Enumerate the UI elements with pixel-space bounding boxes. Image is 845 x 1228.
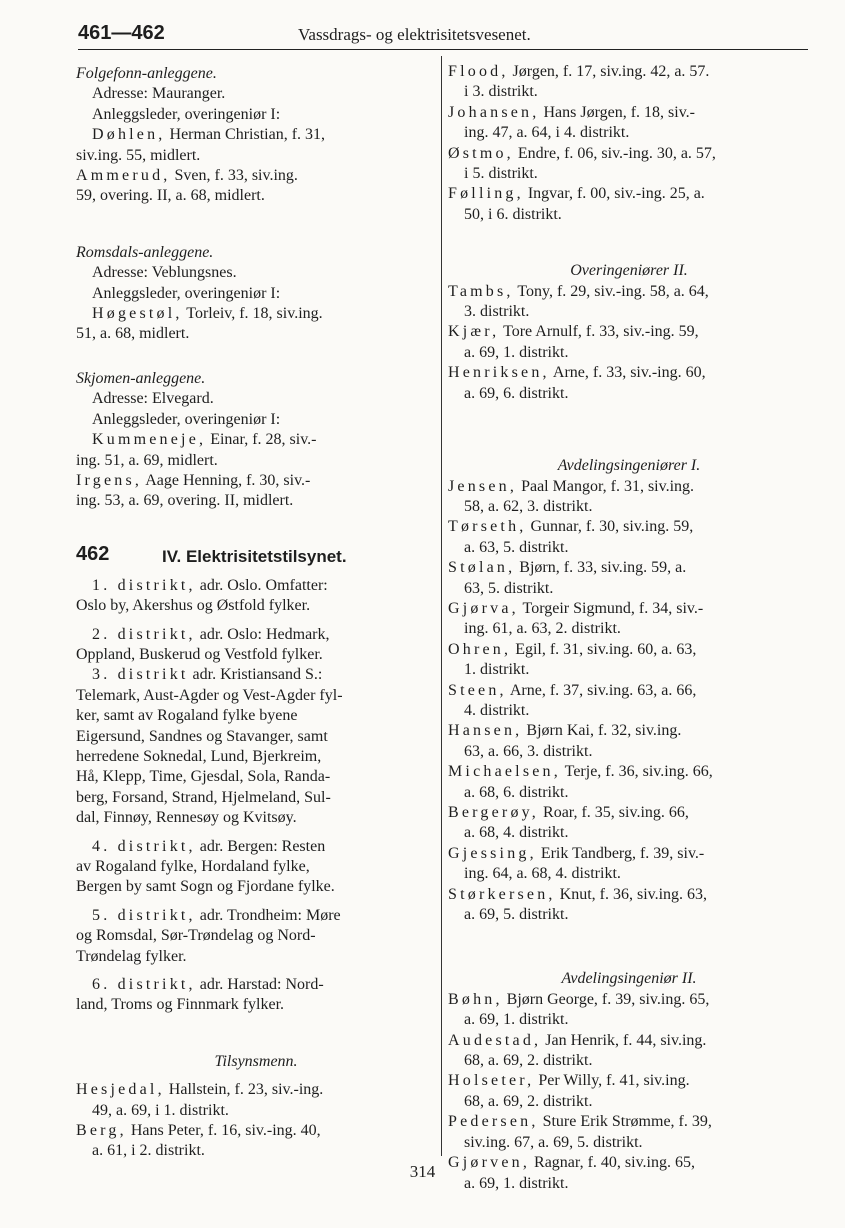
entry-cont: a. 69, 1. distrikt. (464, 343, 569, 361)
entry (448, 721, 810, 741)
entry-name: Høgestøl, (92, 305, 183, 323)
page-footer-number: 314 (409, 1162, 436, 1181)
section-title: Romsdals-anleggene. (76, 243, 214, 261)
entry-name: Henriksen, (448, 364, 550, 382)
header-title: Vassdrags- og elektrisitetsvesenet. (298, 25, 531, 44)
district-text: Oppland, Buskerud og Vestfold fylker. (76, 645, 323, 663)
page-header (78, 20, 806, 50)
entry-name: Flood, (448, 63, 509, 80)
section-overing1-cont (448, 62, 810, 225)
section-skjomen (76, 369, 436, 512)
column-divider (441, 56, 442, 1156)
entry-cont: ing. 64, a. 68, 4. distrikt. (464, 865, 621, 883)
district-text: av Rogaland fylke, Hordaland fylke, (76, 858, 310, 875)
section-tilsynsmenn (76, 1052, 436, 1162)
header-rule (78, 49, 808, 50)
entry (76, 166, 436, 186)
entry-cont: 50, i 6. distrikt. (464, 205, 562, 223)
entry-text: Jørgen, f. 17, siv.ing. 42, a. 57. (508, 63, 710, 80)
section-title: Folgefonn-anleggene. (76, 65, 217, 82)
district-5 (76, 906, 436, 967)
entry-cont: a. 68, 6. distrikt. (464, 783, 569, 801)
entry-text: Hans Peter, f. 16, siv.-ing. 40, (126, 1122, 321, 1140)
left-column (76, 64, 436, 1162)
entry (448, 1071, 810, 1091)
district-text: Oslo by, Akershus og Østfold fylker. (76, 597, 311, 615)
entry-cont: 4. distrikt. (464, 701, 530, 719)
district-text: Bergen by samt Sogn og Fjordane fylke. (76, 878, 335, 896)
district-head: 2. distrikt, (92, 625, 196, 643)
district-text: Hå, Klepp, Time, Gjesdal, Sola, Randa- (76, 768, 331, 786)
entry-name: Pedersen, (448, 1113, 539, 1131)
entry-text: Roar, f. 35, siv.ing. 66, (539, 804, 689, 821)
district-text: adr. Kristiansand S.: (188, 666, 323, 684)
entry-name: Jensen, (448, 477, 518, 495)
entry-name: Gjørva, (448, 599, 519, 617)
entry-text: Herman Christian, f. 31, (165, 126, 326, 144)
entry-text: Sven, f. 33, siv.ing. (170, 167, 298, 185)
section-folgefonn (76, 64, 436, 207)
entry-name: Tørseth, (448, 518, 527, 536)
entry (76, 304, 436, 324)
entry (448, 62, 810, 82)
entry-text: Einar, f. 28, siv.- (206, 431, 317, 449)
entry-cont: 3. distrikt. (464, 303, 530, 321)
section-avdelingsingeniorer-1 (448, 456, 810, 925)
entry (448, 363, 810, 383)
section-title: Overingeniører II. (570, 262, 688, 280)
entry (448, 844, 810, 864)
entry-cont: a. 63, 5. distrikt. (464, 538, 569, 556)
entry-text: Knut, f. 36, siv.ing. 63, (555, 885, 708, 903)
entry-text: Arne, f. 33, siv.-ing. 60, (549, 364, 706, 382)
entry-text: Endre, f. 06, siv.-ing. 30, a. 57, (513, 144, 716, 162)
district-text: berg, Forsand, Strand, Hjelmeland, Sul- (76, 788, 331, 806)
section-number: 462 (76, 542, 110, 565)
entry-cont: 59, overing. II, a. 68, midlert. (76, 187, 265, 205)
entry-cont: a. 61, i 2. distrikt. (92, 1142, 205, 1160)
entry-name: Berg, (76, 1122, 127, 1140)
entry (448, 1031, 810, 1051)
entry-cont: 68, a. 69, 2. distrikt. (464, 1092, 593, 1110)
entry-cont: ing. 51, a. 69, midlert. (76, 451, 218, 469)
entry-cont: a. 69, 1. distrikt. (464, 1011, 569, 1029)
section-romsdal (76, 243, 436, 345)
entry (76, 430, 436, 450)
entry-cont: 49, a. 69, i 1. distrikt. (92, 1101, 229, 1119)
entry (448, 282, 810, 302)
entry-name: Tambs, (448, 282, 514, 300)
entry-name: Størkersen, (448, 885, 556, 903)
entry-name: Michaelsen, (448, 763, 561, 781)
section-462-heading (76, 542, 436, 572)
entry (448, 558, 810, 578)
entry (448, 599, 810, 619)
entry-text: Tony, f. 29, siv.-ing. 58, a. 64, (513, 282, 709, 300)
entry (76, 125, 436, 145)
section-title: Avdelingsingeniører I. (557, 457, 701, 475)
district-head: 6. distrikt, (92, 976, 196, 994)
entry-cont: ing. 61, a. 63, 2. distrikt. (464, 620, 621, 638)
section-title: Avdelingsingeniør II. (561, 970, 697, 988)
district-text: adr. Oslo: Hedmark, (195, 625, 330, 643)
entry (448, 803, 810, 823)
entry (448, 477, 810, 497)
entry (448, 322, 810, 342)
entry (76, 1080, 436, 1100)
entry-text: Paal Mangor, f. 31, siv.ing. (517, 477, 695, 495)
entry (76, 1121, 436, 1141)
entry-text: Ingvar, f. 00, siv.-ing. 25, a. (523, 185, 705, 203)
entry-text: Tore Arnulf, f. 33, siv.-ing. 59, (499, 323, 699, 341)
leader-label: Anleggsleder, overingeniør I: (92, 284, 281, 302)
entry-text: Arne, f. 37, siv.ing. 63, a. 66, (506, 681, 697, 699)
district-text: Telemark, Aust-Agder og Vest-Agder fyl- (76, 686, 343, 704)
district-list (76, 576, 436, 1016)
entry-text: Hans Jørgen, f. 18, siv.- (539, 103, 696, 121)
entry (448, 762, 810, 782)
entry-cont: 1. distrikt. (464, 661, 530, 679)
entry (448, 103, 810, 123)
entry-name: Østmo, (448, 144, 514, 162)
entry-cont: 63, 5. distrikt. (464, 579, 554, 597)
section-title: IV. Elektrisitetstilsynet. (162, 546, 347, 566)
entry-cont: siv.ing. 67, a. 69, 5. distrikt. (464, 1133, 643, 1151)
entry (76, 471, 436, 491)
entry-name: Bergerøy, (448, 804, 540, 821)
section-overingeniorer-2 (448, 261, 810, 404)
entry-name: Irgens, (76, 471, 143, 489)
district-text: adr. Oslo. Omfatter: (195, 576, 328, 594)
address: Adresse: Veblungsnes. (92, 264, 237, 282)
entry-text: Egil, f. 31, siv.ing. 60, a. 63, (511, 640, 697, 658)
entry-cont: 63, a. 66, 3. distrikt. (464, 742, 593, 760)
entry-cont: i 5. distrikt. (464, 165, 538, 183)
entry-name: Stølan, (448, 559, 516, 577)
entry-cont: a. 69, 5. distrikt. (464, 906, 569, 924)
header-page-numbers: 461—462 (78, 22, 165, 44)
entry (448, 517, 810, 537)
district-text: herredene Soknedal, Lund, Bjerkreim, (76, 747, 322, 765)
entry-text: Ragnar, f. 40, siv.ing. 65, (530, 1154, 695, 1172)
district-head: 1. distrikt, (92, 576, 196, 594)
entry-cont: a. 68, 4. distrikt. (464, 824, 569, 842)
entry-name: Følling, (448, 185, 524, 203)
entry-text: Erik Tandberg, f. 39, siv.- (536, 844, 705, 862)
district-text: og Romsdal, Sør-Trøndelag og Nord- (76, 927, 316, 945)
district-text: adr. Bergen: Resten (195, 837, 326, 855)
section-title: Tilsynsmenn. (214, 1052, 298, 1070)
entry-text: Bjørn, f. 33, siv.ing. 59, a. (515, 559, 687, 577)
entry-text: Terje, f. 36, siv.ing. 66, (560, 763, 713, 781)
entry-text: Per Willy, f. 41, siv.ing. (534, 1072, 690, 1090)
entry-cont: 58, a. 62, 3. distrikt. (464, 497, 593, 515)
entry (448, 184, 810, 204)
entry-name: Steen, (448, 681, 507, 699)
entry-text: Aage Henning, f. 30, siv.- (142, 471, 311, 489)
section-avdelingsingenior-2 (448, 969, 810, 1193)
entry-cont: 51, a. 68, midlert. (76, 325, 190, 343)
entry-text: Sture Erik Strømme, f. 39, (538, 1113, 712, 1131)
leader-label: Anleggsleder, overingeniør I: (92, 105, 281, 123)
district-text: ker, samt av Rogaland fylke byene (76, 707, 298, 725)
district-text: dal, Finnøy, Rennesøy og Kvitsøy. (76, 809, 297, 827)
entry (448, 885, 810, 905)
district-head: 3. distrikt (92, 666, 189, 684)
entry-name: Ammerud, (76, 167, 171, 185)
entry-name: Ohren, (448, 640, 512, 658)
entry-cont: siv.ing. 55, midlert. (76, 146, 201, 164)
entry-name: Audestad, (448, 1031, 542, 1049)
section-title: Skjomen-anleggene. (76, 369, 206, 387)
entry-text: Bjørn Kai, f. 32, siv.ing. (522, 722, 682, 740)
entry (448, 990, 810, 1010)
district-head: 4. distrikt, (92, 837, 196, 855)
entry-cont: ing. 47, a. 64, i 4. distrikt. (464, 124, 630, 142)
district-text: land, Troms og Finnmark fylker. (76, 996, 285, 1014)
district-2 (76, 625, 436, 666)
entry-text: Hallstein, f. 23, siv.-ing. (164, 1081, 324, 1099)
entry-name: Kummeneje, (92, 431, 207, 449)
entry (448, 681, 810, 701)
entry-text: Torleiv, f. 18, siv.ing. (182, 305, 323, 323)
entry-name: Døhlen, (92, 126, 166, 144)
district-4 (76, 837, 436, 898)
district-1 (76, 576, 436, 617)
entry-cont: i 3. distrikt. (464, 83, 538, 101)
district-text: Eigersund, Sandnes og Stavanger, samt (76, 727, 328, 745)
district-text: adr. Trondheim: Møre (195, 906, 341, 924)
district-text: Trøndelag fylker. (76, 947, 187, 965)
entry-name: Gjessing, (448, 844, 537, 862)
entry-cont: a. 69, 6. distrikt. (464, 384, 569, 402)
entry-cont: 68, a. 69, 2. distrikt. (464, 1052, 593, 1070)
entry (448, 144, 810, 164)
entry-name: Hansen, (448, 722, 523, 740)
leader-label: Anleggsleder, overingeniør I: (92, 410, 281, 428)
entry (448, 640, 810, 660)
entry-text: Jan Henrik, f. 44, siv.ing. (541, 1031, 707, 1049)
entry-name: Bøhn, (448, 990, 503, 1008)
district-head: 5. distrikt, (92, 906, 196, 924)
entry-text: Torgeir Sigmund, f. 34, siv.- (518, 599, 704, 617)
entry-name: Holseter, (448, 1072, 535, 1090)
entry-text: Bjørn George, f. 39, siv.ing. 65, (502, 990, 710, 1008)
address: Adresse: Mauranger. (92, 85, 226, 103)
entry-name: Hesjedal, (76, 1081, 165, 1099)
district-text: adr. Harstad: Nord- (195, 976, 324, 994)
entry-cont: ing. 53, a. 69, overing. II, midlert. (76, 492, 294, 510)
entry-name: Gjørven, (448, 1154, 531, 1172)
district-6 (76, 975, 436, 1016)
entry-text: Gunnar, f. 30, siv.ing. 59, (526, 518, 694, 536)
district-3 (76, 665, 436, 828)
entry-name: Johansen, (448, 103, 540, 121)
entry-cont: a. 69, 1. distrikt. (464, 1174, 569, 1192)
entry-name: Kjær, (448, 323, 500, 341)
address: Adresse: Elvegard. (92, 390, 214, 408)
entry (448, 1112, 810, 1132)
right-column (448, 62, 810, 1194)
